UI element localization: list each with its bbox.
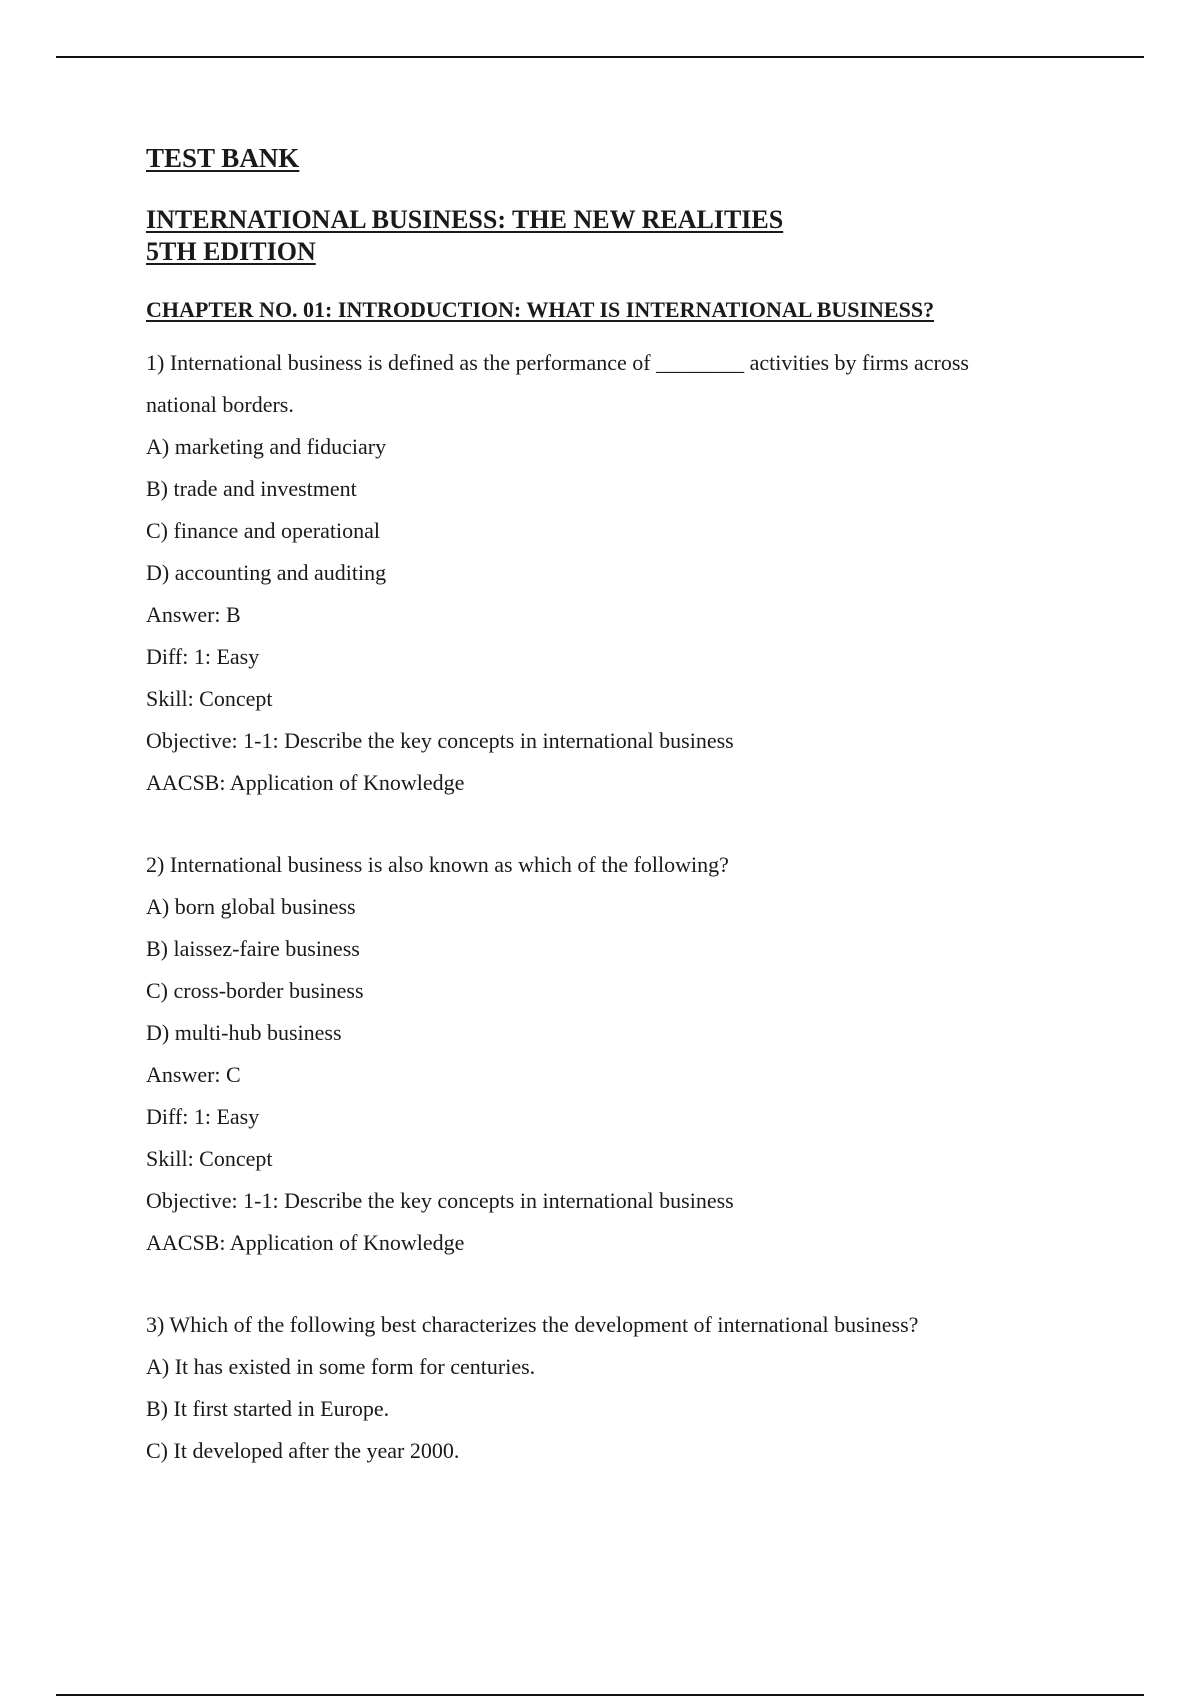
objective: Objective: 1-1: Describe the key concepts in international business (146, 1188, 734, 1213)
question-stem: 2) International business is also known as which of the following? (146, 852, 729, 877)
option-c: C) finance and operational (146, 518, 380, 543)
objective: Objective: 1-1: Describe the key concepts in international business (146, 728, 734, 753)
option-c: C) It developed after the year 2000. (146, 1438, 460, 1463)
book-title-line1: INTERNATIONAL BUSINESS: THE NEW REALITIES (146, 205, 784, 234)
question-stem: 3) Which of the following best characterizes the development of international business? (146, 1312, 919, 1337)
question-stem-cont: national borders. (146, 392, 294, 417)
aacsb: AACSB: Application of Knowledge (146, 1230, 465, 1255)
book-edition: 5TH EDITION (146, 237, 316, 266)
answer: Answer: C (146, 1062, 241, 1087)
difficulty: Diff: 1: Easy (146, 644, 260, 669)
document-page (146, 142, 1106, 1472)
skill: Skill: Concept (146, 686, 273, 711)
difficulty: Diff: 1: Easy (146, 1104, 260, 1129)
option-a: A) born global business (146, 894, 356, 919)
question-3 (146, 1304, 1106, 1472)
question-2 (146, 844, 1106, 1264)
test-bank-heading: TEST BANK (146, 143, 300, 173)
option-c: C) cross-border business (146, 978, 364, 1003)
option-b: B) trade and investment (146, 476, 357, 501)
bottom-rule (56, 1694, 1144, 1696)
skill: Skill: Concept (146, 1146, 273, 1171)
option-b: B) It first started in Europe. (146, 1396, 390, 1421)
option-d: D) multi-hub business (146, 1020, 342, 1045)
chapter-heading: CHAPTER NO. 01: INTRODUCTION: WHAT IS INTERNATIONAL BUSINESS? (146, 297, 935, 322)
option-a: A) marketing and fiduciary (146, 434, 387, 459)
book-title (146, 204, 1106, 268)
answer: Answer: B (146, 602, 241, 627)
question-stem: 1) International business is defined as the performance of ________ activities by firms across (146, 350, 969, 375)
top-rule (56, 56, 1144, 58)
question-1 (146, 342, 1106, 804)
option-a: A) It has existed in some form for centuries. (146, 1354, 536, 1379)
option-b: B) laissez-faire business (146, 936, 360, 961)
option-d: D) accounting and auditing (146, 560, 387, 585)
aacsb: AACSB: Application of Knowledge (146, 770, 465, 795)
